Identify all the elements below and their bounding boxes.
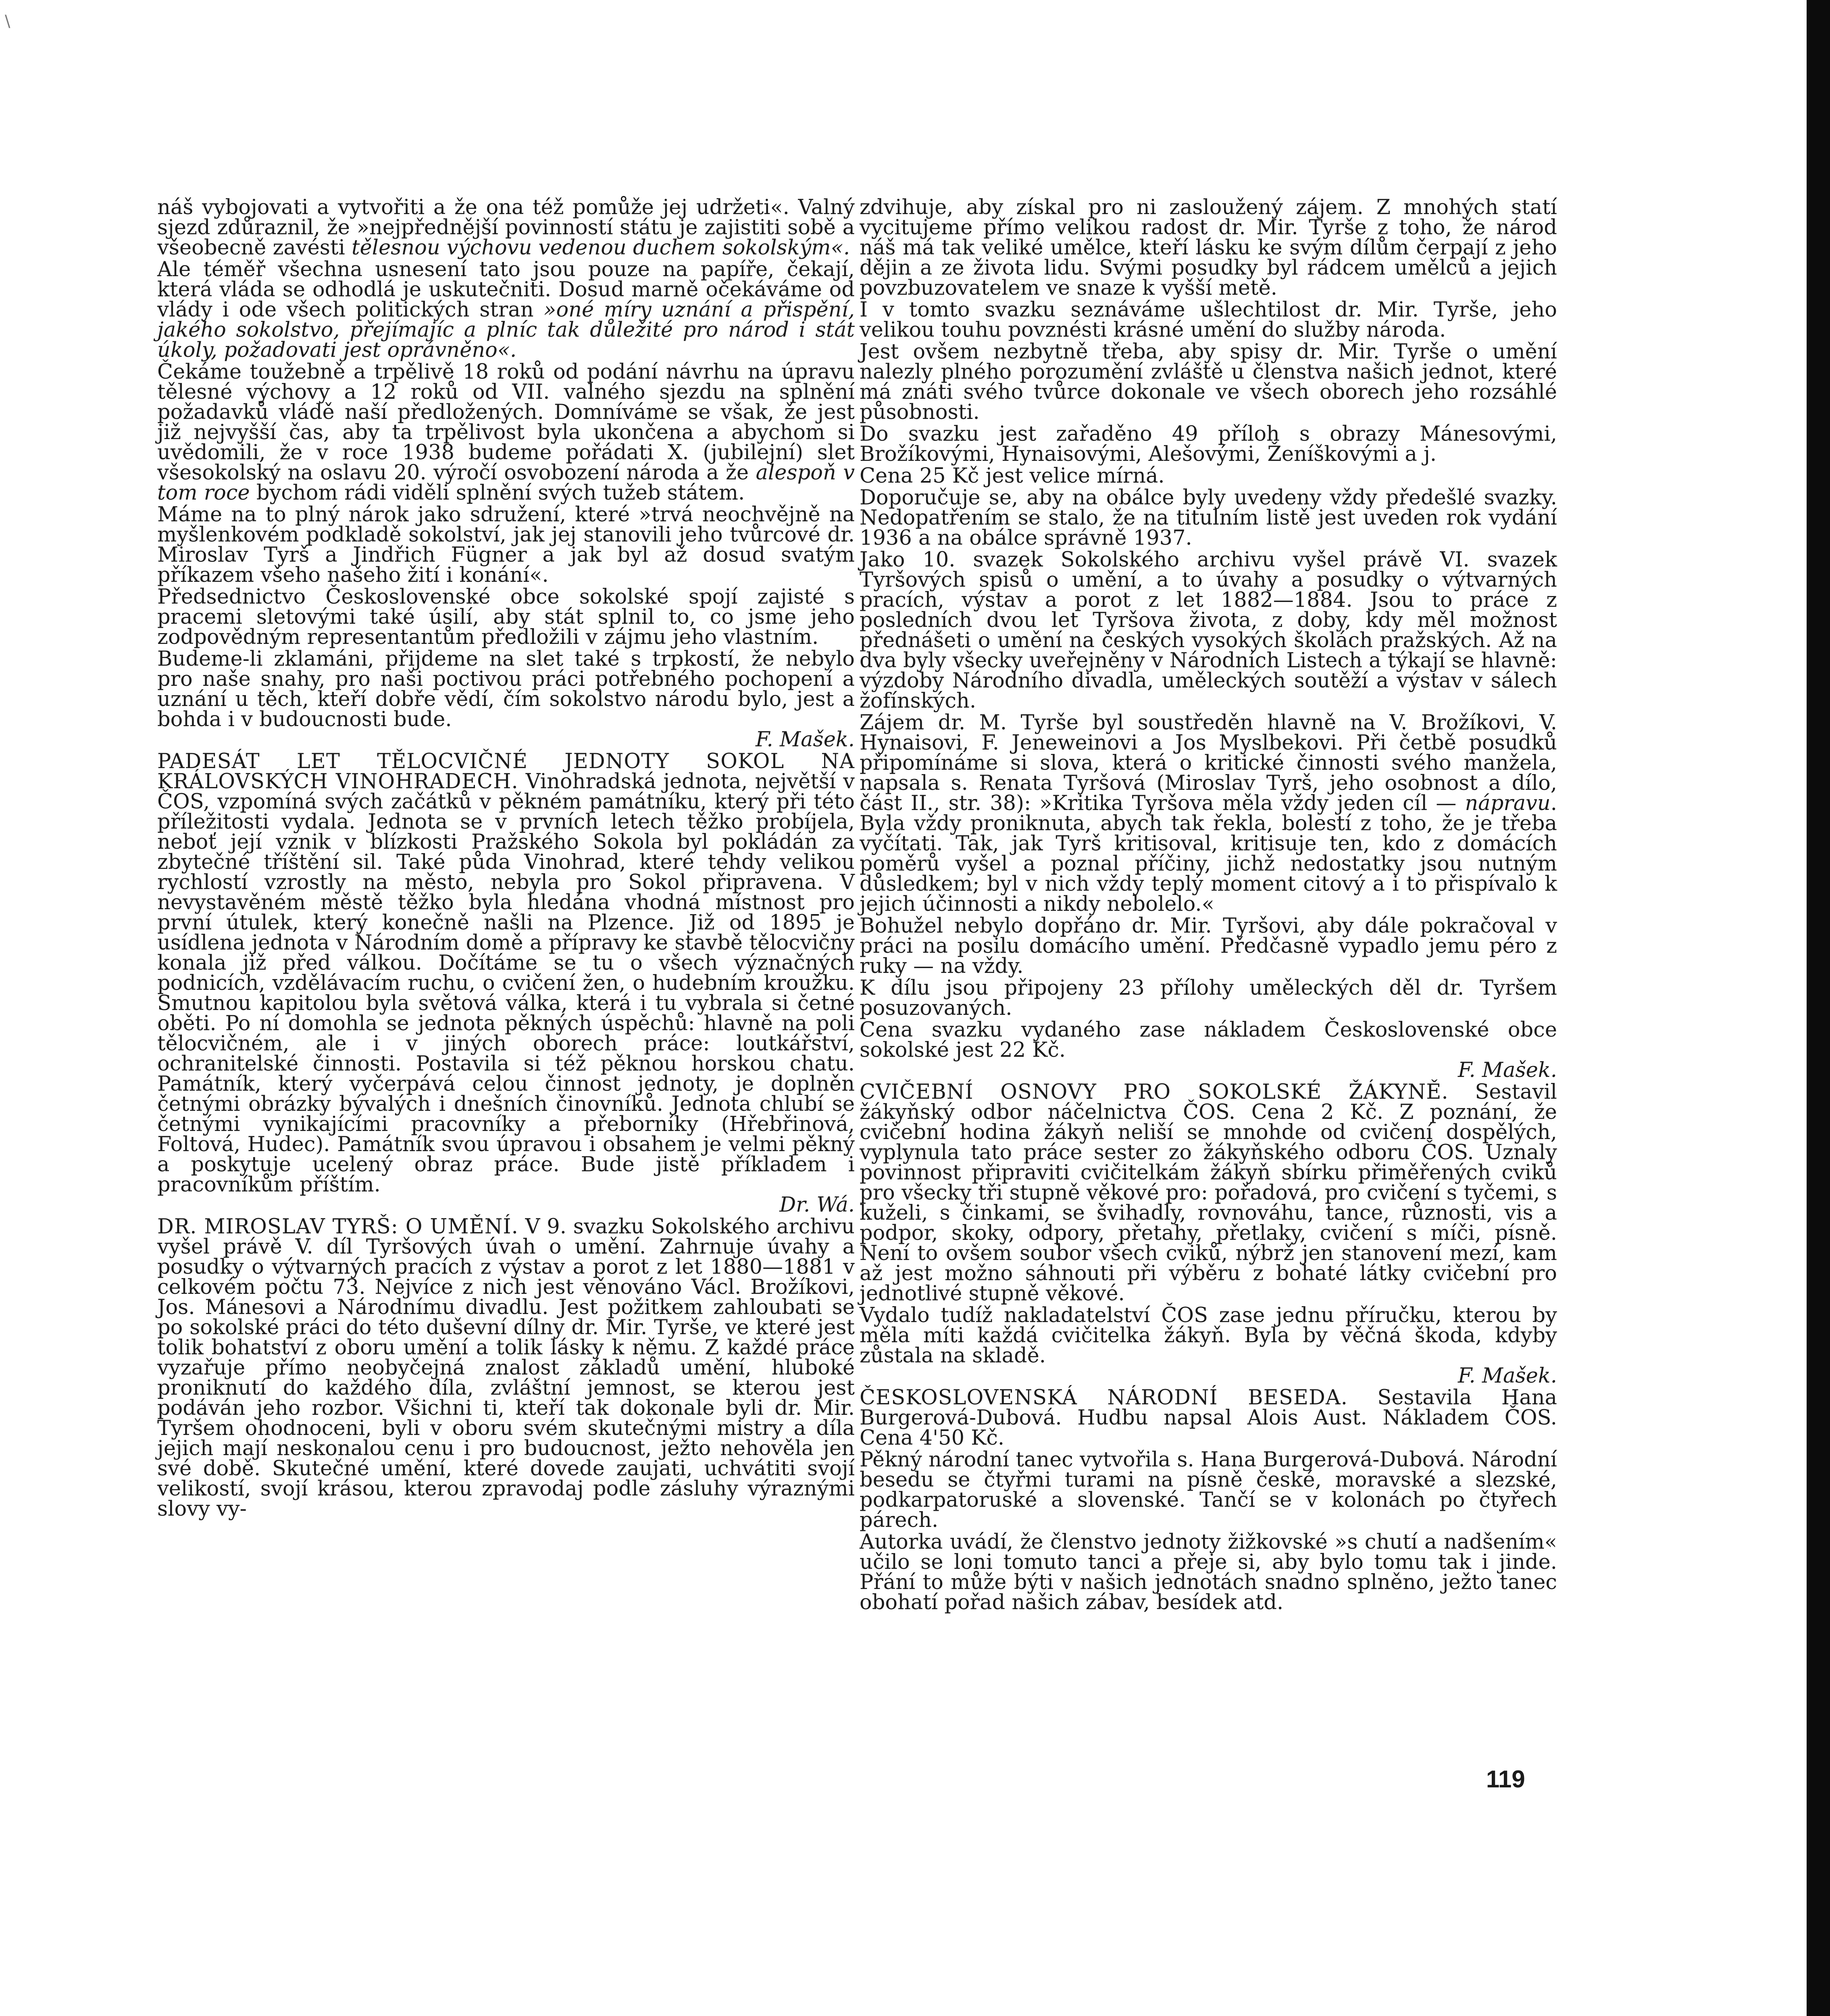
article-heading: CVIČEBNÍ OSNOVY PRO SOKOLSKÉ ŽÁKYNĚ. [860,1080,1449,1104]
signature: Dr. Wá. [779,1193,855,1217]
paragraph: Máme na to plný nárok jako sdružení, které »trvá neochvějně na myšlenkovém podkladě sokolství, jak jej stanovili jeho tvůrcové dr. Miroslav Tyrš a Jindřich Fügner a jak byl až dosud svatým příkazem všeho našeho žití i konání«. [157,503,855,587]
paragraph: Pěkný národní tanec vytvořila s. Hana Burgerová-Dubová. Národní besedu se čtyřmi turami na písně české, moravské a slezské, podkarpatoruské a slovenské. Tančí se v kolonách po čtyřech párech. [860,1448,1557,1532]
paragraph: Jako 10. svazek Sokolského archivu vyšel právě VI. svazek Tyršových spisů o umění, a to úvahy a posudky o výtvarných pracích, výstav a porot z let 1882—1884. Jsou to práce z posledních dvou let Tyršova života, z doby, kdy měl možnost přednášeti o umění na českých vysokých školách pražských. Až na dva byly všecky uveřejněny v Národních Listech a týkají se hlavně: výzdoby Národního divadla, uměleckých soutěží a výstav v sálech žofínských. [860,548,1557,713]
signature: F. Mašek. [1458,1364,1557,1388]
paragraph: Zájem dr. M. Tyrše byl soustředěn hlavně na V. Brožíkovi, V. Hynaisovi, F. Jeneweinovi a Jos Myslbekovi. Při četbě posudků připomínáme si slova, která o kritické činnosti svého manžela, napsala s. Renata Tyršová (Miroslav Tyrš, jeho osobnost a dílo, část II., str. 38): »Kritika Tyršova měla vždy jeden cíl — nápravu. Byla vždy proniknuta, abych tak řekla, bolestí z toho, že je třeba vyčítati. Tak, jak Tyrš kritisoval, kritisuje ten, kdo z domácích poměrů vyšel a poznal příčiny, jichž nedostatky jsou nutným důsledkem; byl v nich vždy teplý moment citový a i to přispívalo k jejich účinnosti a nikdy nebolelo.« [860,711,1557,916]
scan-border [1807,0,1830,2016]
left-column [157,198,855,1521]
signature: F. Mašek. [756,728,855,752]
paragraph: Předsednictvo Československé obce sokolské spojí zajisté s pracemi sletovými také úsilí, aby stát splnil to, co jsme jeho zodpovědným representantům předložili v zájmu jeho vlastním. [157,585,855,649]
paragraph: Do svazku jest zařaděno 49 příloh s obrazy Mánesovými, Brožíkovými, Hynaisovými, Alešovými, Ženíškovými a j. [860,422,1557,466]
article-heading: ČESKOSLOVENSKÁ NÁRODNÍ BESEDA. [860,1386,1348,1410]
paragraph: Vydalo tudíž nakladatelství ČOS zase jednu příručku, kterou by měla míti každá cvičitelka žákyň. Byla by věčná škoda, kdyby zůstala na skladě. F. Mašek. [860,1304,1557,1388]
article: CVIČEBNÍ OSNOVY PRO SOKOLSKÉ ŽÁKYNĚ. Sestavil žákyňský odbor náčelnictva ČOS. Cena 2 Kč. Z poznání, že cvičební hodina žákyň neliší se mnohde od cvičení dospělých, vyplynula tato práce sester zo žákyňského odboru ČOS. Uznaly povinnost připraviti cvičitelkám žákyň sbírku přiměřených cviků pro všecky tři stupně věkové pro: pořadová, pro cvičení s tyčemi, s kuželi, s činkami, se švihadly, rovnováhu, tance, různosti, vis a podpor, skoky, odpory, přetahy, přetlaky, cvičení s míči, písně. Není to ovšem soubor všech cviků, nýbrž jen stanovení mezí, kam až jest možno sáhnouti při výběru z bohaté látky cvičební pro jednotlivé stupně věkové. [860,1080,1557,1306]
article: ČESKOSLOVENSKÁ NÁRODNÍ BESEDA. Sestavila Hana Burgerová-Dubová. Hudbu napsal Alois Aust. Nákladem ČOS. Cena 4'50 Kč. [860,1386,1557,1450]
paragraph: zdvihuje, aby získal pro ni zasloužený zájem. Z mnohých statí vycitujeme přímo velikou radost dr. Mir. Tyrše z toho, že národ náš má tak veliké umělce, kteří lásku ke svým dílům čerpají z jeho dějin a ze života lidu. Svými posudky byl rádcem umělců a jejich povzbuzovatelem ve snaze k vyšší metě. [860,196,1557,300]
signature: F. Mašek. [1458,1058,1557,1082]
paragraph: Jest ovšem nezbytně třeba, aby spisy dr. Mir. Tyrše o umění nalezly plného porozumění zvláště u členstva našich jednot, které má znáti svého tvůrce dokonale ve všech oborech jeho rozsáhlé působnosti. [860,340,1557,424]
article-heading: DR. MIROSLAV TYRŠ: O UMĚNÍ. [157,1215,518,1239]
page-number: 119 [1486,1766,1525,1793]
paragraph: I v tomto svazku seznáváme ušlechtilost dr. Mir. Tyrše, jeho velikou touhu povznésti krásné umění do služby národa. [860,298,1557,342]
paragraph: Doporučuje se, aby na obálce byly uvedeny vždy předešlé svazky. Nedopatřením se stalo, že na titulním listě jest uveden rok vydání 1936 a na obálce správně 1937. [860,486,1557,550]
paragraph: Autorka uvádí, že členstvo jednoty žižkovské »s chutí a nadšením« učilo se loni tomuto tanci a přeje si, aby bylo tomu tak i jinde. Přání to může býti v našich jednotách snadno splněno, ježto tanec obohatí pořad našich zábav, besídek atd. [860,1530,1557,1614]
paragraph: Cena svazku vydaného zase nákladem Československé obce sokolské jest 22 Kč. F. Mašek. [860,1018,1557,1082]
right-column [860,198,1557,1614]
paragraph: Budeme-li zklamáni, přijdeme na slet také s trpkostí, že nebylo pro naše snahy, pro naši poctivou práci potřebného pochopení a uznání u těch, kteří dobře vědí, čím sokolstvo národu bylo, jest a bohda i v budoucnosti bude. F. Mašek. [157,647,855,752]
article: PADESÁT LET TĚLOCVIČNÉ JEDNOTY SOKOL NA KRÁLOVSKÝCH VINOHRADECH. Vinohradská jednota, největší v ČOS, vzpomíná svých začátků v pěkném památníku, který při této příležitosti vydala. Jednota se v prvních letech těžko probíjela, neboť její vznik v blízkosti Pražského Sokola byl pokládán za zbytečné tříštění sil. Také půda Vinohrad, které tehdy velikou rychlostí vzrostly na město, nebyla pro Sokol připravena. V nevystavěném městě těžko byla hledána vhodná místnost pro první útulek, který konečně našli na Plzence. Již od 1895 je usídlena jednota v Národním domě a přípravy ke stavbě tělocvičny konala již před válkou. Dočítáme se tu o všech význačných podnicích, vzdělávacím ruchu, o cvičení žen, o hudebním kroužku. Smutnou kapitolou byla světová válka, která i tu vybrala si četné oběti. Po ní domohla se jednota pěkných úspěchů: hlavně na poli tělocvičném, ale i v jiných oborech práce: loutkářství, ochranitelské činnosti. Postavila si též pěknou horskou chatu. Památník, který vyčerpává celou činnost jednoty, je doplněn četnými obrázky bývalých i dnešních činovníků. Jednota chlubí se četnými vynikajícími pracovníky a přeborníky (Hřebřinová, Foltová, Hudec). Památník svou úpravou i obsahem je velmi pěkný a poskytuje ucelený obraz práce. Bude jistě příkladem i pracovníkům příštím. Dr. Wá. [157,750,855,1217]
paragraph: K dílu jsou připojeny 23 přílohy uměleckých děl dr. Tyršem posuzovaných. [860,976,1557,1020]
paragraph: Bohužel nebylo dopřáno dr. Mir. Tyršovi, aby dále pokračoval v práci na posilu domácího umění. Předčasně vypadlo jemu péro z ruky — na vždy. [860,914,1557,978]
article-heading: PADESÁT LET TĚLOCVIČNÉ JEDNOTY SOKOL NA KRÁLOVSKÝCH VINOHRADECH. [157,750,855,793]
paragraph: Ale téměř všechna usnesení tato jsou pouze na papíře, čekají, která vláda se odhodlá je uskutečniti. Dosud marně očekáváme od vlády i ode všech politických stran »oné míry uznání a přispění, jakého sokolstvo, přejímajíc a plníc tak důležité pro národ i stát úkoly, požadovati jest oprávněno«. [157,258,855,362]
paragraph: náš vybojovati a vytvořiti a že ona též pomůže jej udržeti«. Valný sjezd zdůraznil, že »nejpřednější povinností státu je zajistiti sobě a všeobecně zavésti tělesnou výchovu vedenou duchem sokolským«. [157,196,855,260]
paragraph: Cena 25 Kč jest velice mírná. [860,464,1165,488]
paragraph: Čekáme toužebně a trpělivě 18 roků od podání návrhu na úpravu tělesné výchovy a 12 roků od VII. valného sjezdu na splnění požadavků vládě naší předložených. Domníváme se však, že jest již nejvyšší čas, aby ta trpělivost byla ukončena a abychom si uvědomili, že v roce 1938 budeme pořádati X. (jubilejní) slet všesokolský na oslavu 20. výročí osvobození národa a že alespoň v tom roce bychom rádi viděli splnění svých tužeb státem. [157,360,855,505]
corner-mark: \ [5,12,10,31]
article: DR. MIROSLAV TYRŠ: O UMĚNÍ. V 9. svazku Sokolského archivu vyšel právě V. díl Tyršových úvah o umění. Zahrnuje úvahy a posudky o výtvarných pracích z výstav a porot z let 1880—1881 v celkovém počtu 73. Nejvíce z nich jest věnováno Václ. Brožíkovi, Jos. Mánesovi a Národnímu divadlu. Jest požitkem zahloubati se po sokolské práci do této duševní dílny dr. Mir. Tyrše, ve které jest tolik bohatství z oboru umění a tolik lásky k němu. Z každé práce vyzařuje přímo neobyčejná znalost základů umění, hluboké proniknutí do každého díla, zvláštní jemnost, se kterou jest podáván jeho rozbor. Všichni ti, kteří tak dokonale byli dr. Mir. Tyršem ohodnoceni, byli v oboru svém skutečnými mistry a díla jejich mají neskonalou cenu i pro budoucnost, ježto nehověla jen své době. Skutečné umění, které dovede zaujati, uchvátiti svojí velikostí, svojí krásou, kterou zpravodaj podle zásluhy výraznými slovy vy- [157,1215,855,1521]
